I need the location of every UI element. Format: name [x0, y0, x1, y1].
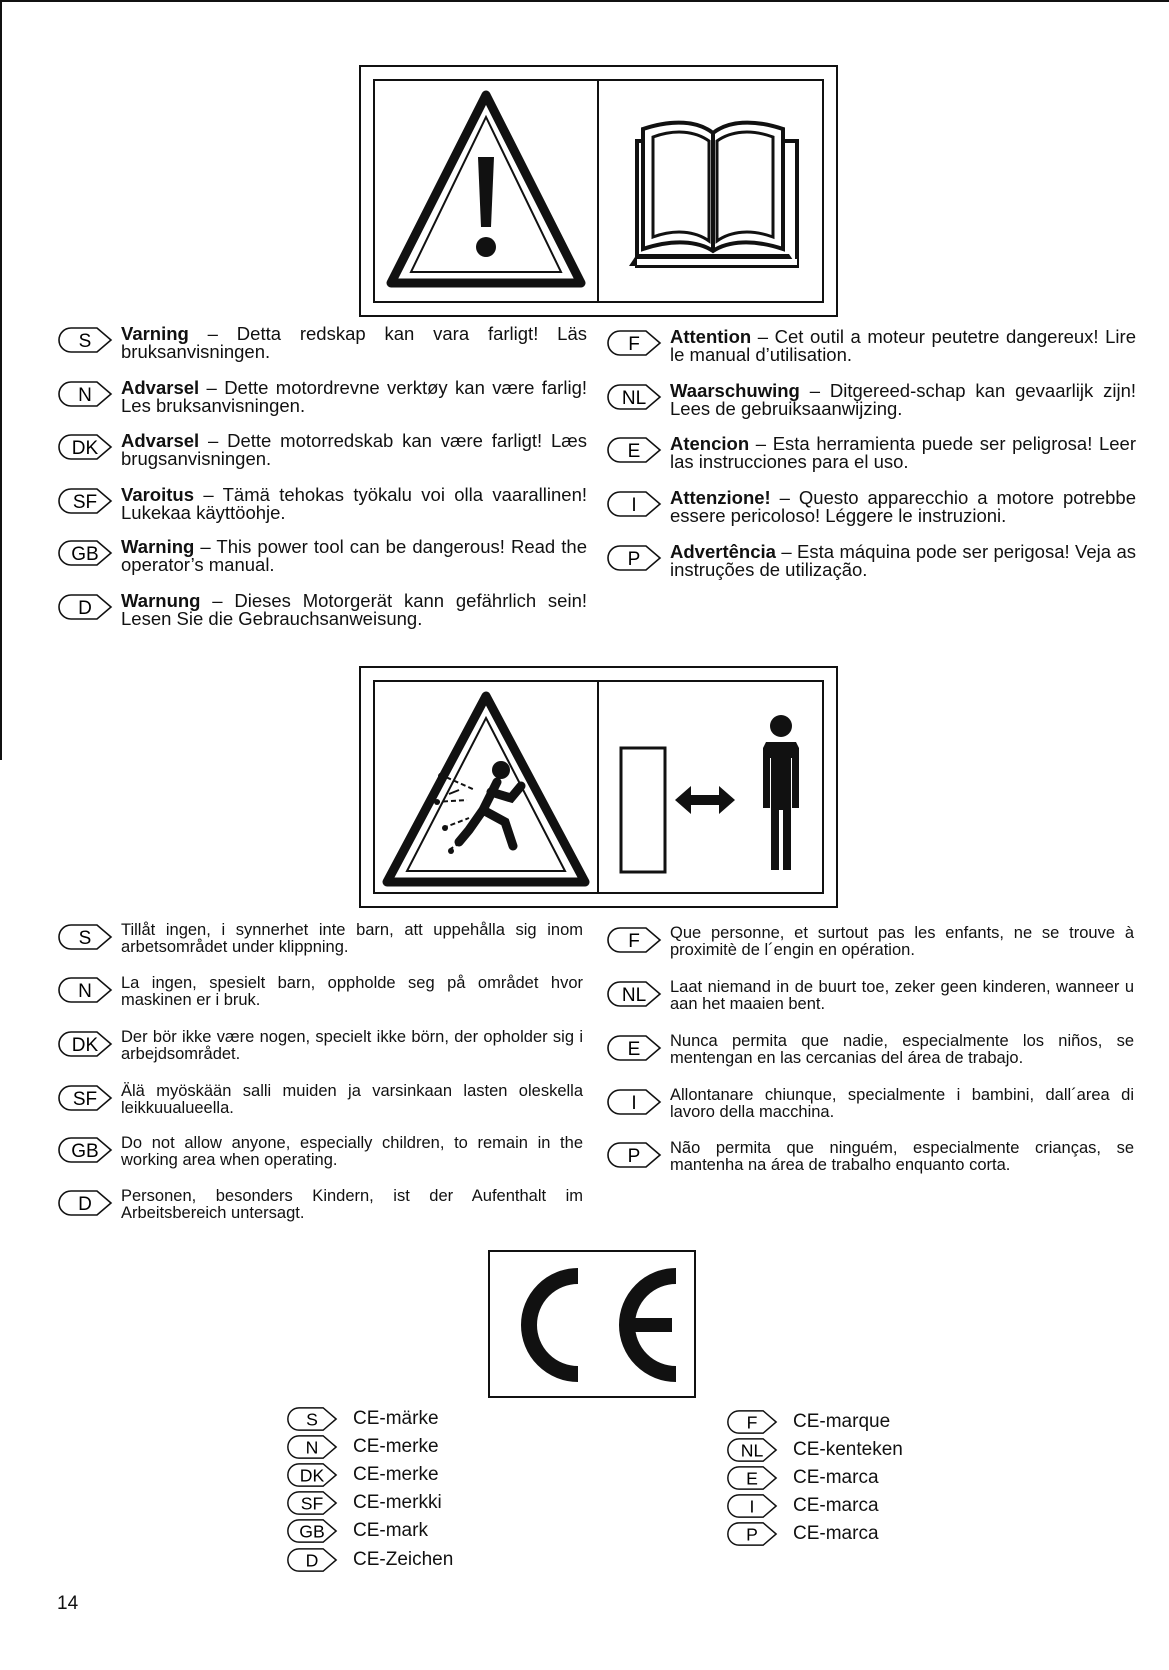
svg-text:I: I — [749, 1496, 755, 1517]
warning-entry-nl — [606, 382, 1136, 418]
ce-item-label: CE-marque — [793, 1411, 891, 1432]
distance-entry-gb — [57, 1135, 583, 1169]
ce-item-nl — [725, 1437, 903, 1463]
svg-text:E: E — [627, 441, 641, 462]
lang-badge-s — [285, 1406, 339, 1432]
svg-text:S: S — [306, 1409, 318, 1430]
distance-entry-i — [606, 1087, 1134, 1121]
lang-badge-nl — [725, 1437, 779, 1463]
warning-entry-f — [606, 328, 1136, 364]
flying-debris-icon — [379, 690, 593, 890]
ce-mark-icon — [490, 1252, 694, 1396]
svg-text:N: N — [305, 1437, 319, 1458]
warning-triangle-icon — [381, 87, 591, 292]
svg-text:SF: SF — [300, 1493, 324, 1514]
distance-text: La ingen, spesielt barn, oppholde seg på området hvor maskinen er i bruk. — [121, 974, 583, 1009]
ce-item-d — [285, 1547, 453, 1573]
lang-badge-s — [57, 923, 113, 951]
manual-book-icon — [613, 89, 813, 289]
ce-item-gb — [285, 1518, 428, 1544]
lang-badge-i — [606, 1088, 662, 1116]
lang-badge-dk — [285, 1462, 339, 1488]
warning-entry-e — [606, 435, 1136, 471]
svg-text:F: F — [746, 1412, 758, 1433]
svg-text:S: S — [78, 331, 92, 352]
lang-badge-dk — [57, 1030, 113, 1058]
svg-text:P: P — [627, 1146, 641, 1167]
distance-entry-s — [57, 922, 583, 956]
ce-item-f — [725, 1409, 890, 1435]
lang-badge-nl — [606, 980, 662, 1008]
svg-text:NL: NL — [621, 388, 647, 409]
distance-text: Allontanare chiunque, specialmente i bambini, dall´area di lavoro della macchina. — [670, 1086, 1134, 1121]
ce-item-label: CE-märke — [353, 1408, 439, 1429]
distance-text: Der bör ikke være nogen, specielt ikke börn, der opholder sig i arbejdsområdet. — [121, 1028, 583, 1063]
ce-item-s — [285, 1406, 439, 1432]
warning-entry-sf — [57, 486, 587, 522]
distance-text: Não permita que ninguém, especialmente crianças, se mantenha na área de trabalho enquanto corta. — [670, 1139, 1134, 1174]
svg-text:S: S — [78, 928, 92, 949]
lang-badge-i — [725, 1493, 779, 1519]
svg-text:D: D — [305, 1550, 319, 1571]
ce-item-label: CE-merke — [353, 1436, 439, 1457]
distance-entry-sf — [57, 1083, 583, 1117]
warning-symbol-box — [359, 65, 838, 317]
ce-item-e — [725, 1465, 879, 1491]
svg-text:I: I — [631, 1093, 637, 1114]
ce-item-label: CE-merke — [353, 1464, 439, 1485]
svg-text:N: N — [78, 385, 92, 406]
svg-text:I: I — [631, 495, 637, 516]
distance-text: Personen, besonders Kindern, ist der Aufenthalt im Arbeitsbereich untersagt. — [121, 1187, 583, 1222]
svg-text:NL: NL — [621, 985, 647, 1006]
ce-item-label: CE-kenteken — [793, 1439, 903, 1460]
lang-badge-f — [725, 1409, 779, 1435]
distance-text: Älä myöskään salli muiden ja varsinkaan lasten oleskella leikkuualueella. — [121, 1082, 583, 1117]
ce-item-label: CE-marca — [793, 1495, 879, 1516]
svg-text:GB: GB — [299, 1521, 325, 1542]
safety-distance-icon — [611, 688, 816, 888]
ce-item-label: CE-marca — [793, 1467, 879, 1488]
svg-text:D: D — [78, 1194, 92, 1215]
warning-text: Warning – This power tool can be dangerous! Read the operator’s manual. — [121, 536, 587, 575]
distance-text: Tillåt ingen, i synnerhet inte barn, att uppehålla sig inom arbetsområdet under klippning. — [121, 921, 583, 956]
warning-entry-p — [606, 543, 1136, 579]
lang-badge-d — [57, 593, 113, 621]
lang-badge-nl — [606, 383, 662, 411]
ce-item-i — [725, 1493, 879, 1519]
lang-badge-e — [725, 1465, 779, 1491]
distance-entry-n — [57, 975, 583, 1009]
warning-text: Attenzione! – Questo apparecchio a motore potrebbe essere pericoloso! Léggere le instruzioni. — [670, 487, 1136, 526]
page-top-border — [0, 0, 1169, 2]
svg-text:E: E — [627, 1039, 641, 1060]
page-left-border — [0, 0, 2, 760]
svg-text:DK: DK — [299, 1465, 325, 1486]
distance-entry-nl — [606, 979, 1134, 1013]
warning-entry-gb — [57, 538, 587, 574]
warning-text: Advarsel – Dette motordrevne verktøy kan være farlig! Les bruksanvisningen. — [121, 377, 587, 416]
lang-badge-n — [57, 380, 113, 408]
page-number: 14 — [57, 1593, 79, 1614]
lang-badge-e — [606, 1034, 662, 1062]
lang-badge-p — [725, 1521, 779, 1547]
warning-entry-d — [57, 592, 587, 628]
distance-text: Laat niemand in de buurt toe, zeker geen kinderen, wanneer u aan het maaien bent. — [670, 978, 1134, 1013]
ce-item-n — [285, 1434, 439, 1460]
distance-entry-p — [606, 1140, 1134, 1174]
svg-text:DK: DK — [71, 438, 99, 459]
distance-symbol-box — [359, 666, 838, 908]
ce-item-p — [725, 1521, 879, 1547]
lang-badge-f — [606, 329, 662, 357]
lang-badge-d — [57, 1189, 113, 1217]
lang-badge-e — [606, 436, 662, 464]
ce-item-label: CE-merkki — [353, 1492, 442, 1513]
svg-text:F: F — [628, 931, 640, 952]
svg-text:N: N — [78, 981, 92, 1002]
lang-badge-gb — [57, 539, 113, 567]
svg-text:SF: SF — [72, 492, 98, 513]
lang-badge-p — [606, 544, 662, 572]
warning-text: Warnung – Dieses Motorgerät kann gefährlich sein! Lesen Sie die Gebrauchsanweisung. — [121, 590, 587, 629]
svg-text:DK: DK — [71, 1035, 99, 1056]
lang-badge-i — [606, 490, 662, 518]
warning-entry-i — [606, 489, 1136, 525]
lang-badge-sf — [285, 1490, 339, 1516]
svg-text:D: D — [78, 598, 92, 619]
warning-text: Varning – Detta redskap kan vara farligt! Läs bruksanvisningen. — [121, 323, 587, 362]
ce-item-label: CE-mark — [353, 1520, 428, 1541]
svg-text:NL: NL — [740, 1440, 764, 1461]
lang-badge-p — [606, 1141, 662, 1169]
svg-text:SF: SF — [72, 1089, 98, 1110]
warning-text: Advarsel – Dette motorredskab kan være farligt! Læs brugsanvisningen. — [121, 430, 587, 469]
svg-text:GB: GB — [71, 544, 99, 565]
distance-text: Nunca permita que nadie, especialmente los niños, se mentengan en las cercanias del área de trabajo. — [670, 1032, 1134, 1067]
svg-text:GB: GB — [71, 1141, 99, 1162]
lang-badge-d — [285, 1547, 339, 1573]
warning-entry-s — [57, 325, 587, 361]
ce-mark-box — [488, 1250, 696, 1398]
ce-item-sf — [285, 1490, 442, 1516]
ce-item-dk — [285, 1462, 439, 1488]
lang-badge-n — [57, 976, 113, 1004]
lang-badge-sf — [57, 1084, 113, 1112]
lang-badge-n — [285, 1434, 339, 1460]
ce-item-label: CE-marca — [793, 1523, 879, 1544]
svg-text:F: F — [628, 334, 640, 355]
distance-entry-dk — [57, 1029, 583, 1063]
lang-badge-dk — [57, 433, 113, 461]
warning-entry-dk — [57, 432, 587, 468]
distance-text: Que personne, et surtout pas les enfants, ne se trouve à proximitè de l´engin en opération. — [670, 924, 1134, 959]
svg-text:E: E — [746, 1468, 758, 1489]
warning-text: Attention – Cet outil a moteur peutetre dangereux! Lire le manual d’utilisation. — [670, 326, 1136, 365]
lang-badge-f — [606, 926, 662, 954]
distance-entry-e — [606, 1033, 1134, 1067]
warning-text: Atencion – Esta herramienta puede ser peligrosa! Leer las instrucciones para el uso. — [670, 433, 1136, 472]
lang-badge-gb — [285, 1518, 339, 1544]
lang-badge-gb — [57, 1136, 113, 1164]
warning-text: Waarschuwing – Ditgereed-schap kan gevaarlijk zijn! Lees de gebruiksaanwijzing. — [670, 380, 1136, 419]
ce-item-label: CE-Zeichen — [353, 1549, 454, 1570]
distance-text: Do not allow anyone, especially children, to remain in the working area when operating. — [121, 1134, 583, 1169]
warning-text: Varoitus – Tämä tehokas työkalu voi olla vaarallinen! Lukekaa käyttöohje. — [121, 484, 587, 523]
svg-text:P: P — [746, 1524, 758, 1545]
distance-entry-f — [606, 925, 1134, 959]
lang-badge-s — [57, 326, 113, 354]
warning-entry-n — [57, 379, 587, 415]
distance-entry-d — [57, 1188, 583, 1222]
svg-text:P: P — [627, 549, 641, 570]
warning-text: Advertência – Esta máquina pode ser perigosa! Veja as instruções de utilização. — [670, 541, 1136, 580]
lang-badge-sf — [57, 487, 113, 515]
